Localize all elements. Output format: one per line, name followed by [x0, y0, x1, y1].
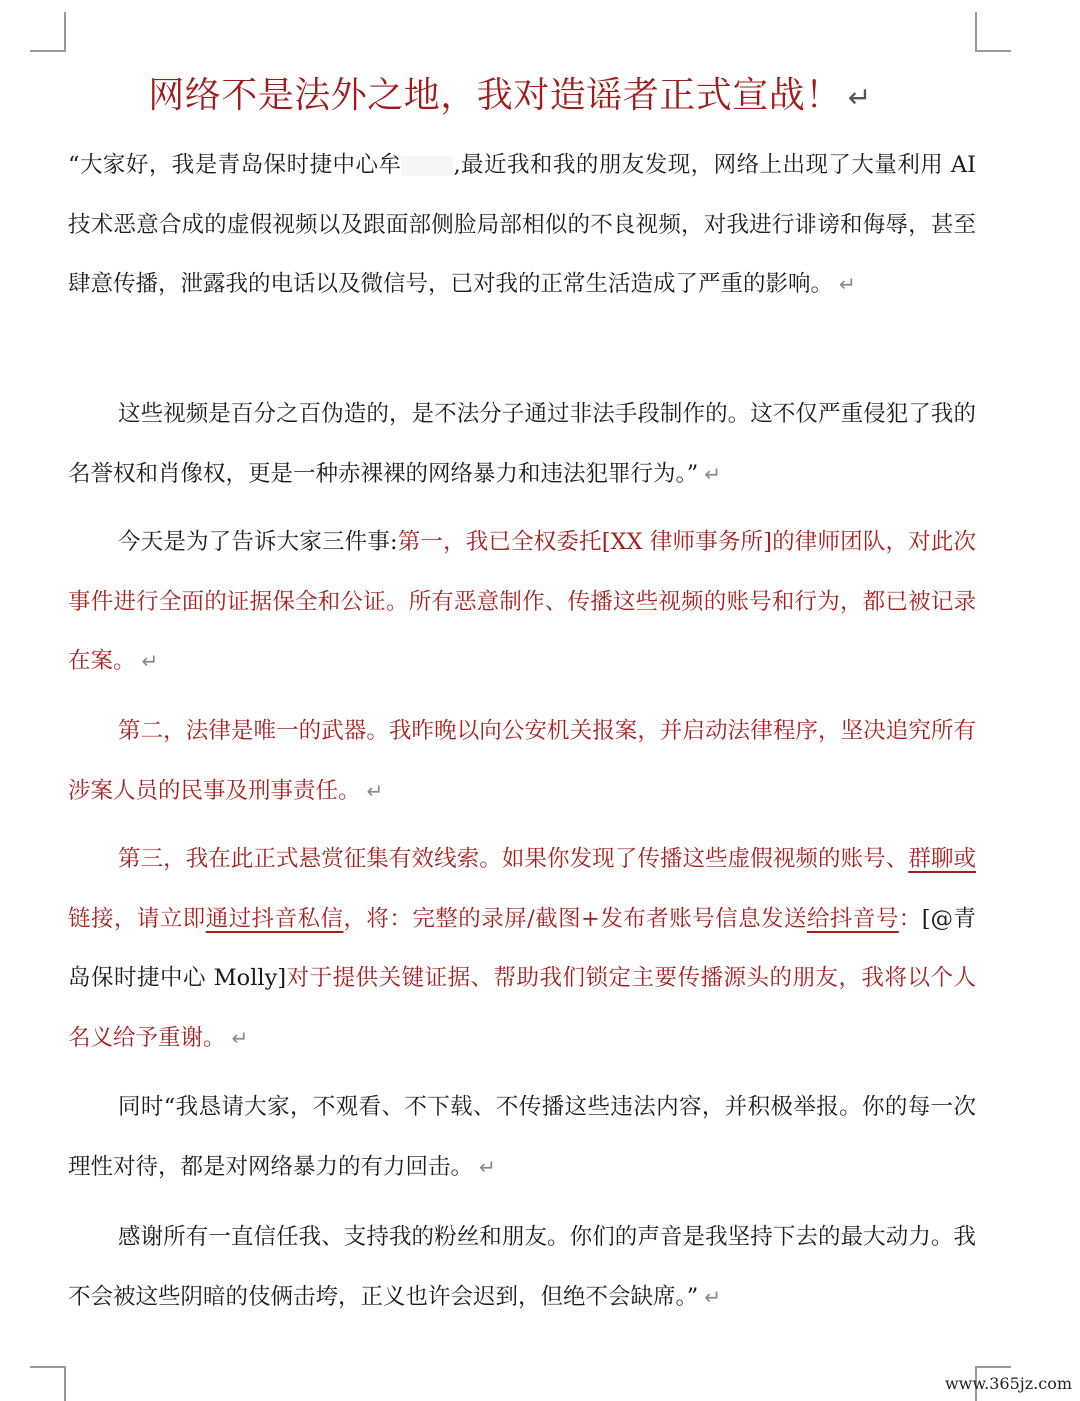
paragraph-mark: ↵: [231, 1025, 249, 1050]
paragraph-5: 第三，我在此正式悬赏征集有效线索。如果你发现了传播这些虚假视频的账号、群聊或链接，请立即通过抖音私信，将：完整的录屏/截图+发布者账号信息发送给抖音号：[@青岛保时捷中心 Molly]对于提供关键证据、帮助我们锁定主要传播源头的朋友，我将以个人名义给予重谢。 ↵: [68, 846, 976, 1051]
paragraph-7: 感谢所有一直信任我、支持我的粉丝和朋友。你们的声音是我坚持下去的最大动力。我不会被这些阴暗的伎俩击垮，正义也许会迟到，但绝不会缺席。” ↵: [68, 1224, 976, 1310]
redacted-name: [401, 156, 453, 176]
page-corner-bottom-left: [30, 1366, 66, 1401]
paragraph-4: 第二，法律是唯一的武器。我昨晚以向公安机关报案，并启动法律程序，坚决追究所有涉案人员的民事及刑事责任。 ↵: [68, 718, 976, 804]
paragraph-mark: ↵: [479, 1154, 496, 1179]
document-title: 网络不是法外之地，我对造谣者正式宣战！ ↵: [148, 75, 872, 116]
paragraph-mark: ↵: [704, 1284, 722, 1309]
paragraph-mark: ↵: [847, 81, 872, 114]
paragraph-6: 同时“我恳请大家，不观看、不下载、不传播这些违法内容，并积极举报。你的每一次理性对待，都是对网络暴力的有力回击。 ↵: [68, 1094, 976, 1180]
paragraph-1: “大家好，我是青岛保时捷中心牟 ,最近我和我的朋友发现，网络上出现了大量利用 AI 技术恶意合成的虚假视频以及跟面部侧脸局部相似的不良视频，对我进行诽谤和侮辱，甚至肆意传播，泄露我的电话以及微信号，已对我的正常生活造成了严重的影响。 ↵: [68, 152, 976, 297]
paragraph-mark: ↵: [704, 461, 722, 486]
paragraph-mark: ↵: [141, 649, 159, 673]
paragraph-mark: ↵: [839, 272, 856, 296]
paragraph-mark: ↵: [366, 778, 384, 803]
page-corner-top-left: [30, 12, 66, 52]
paragraph-2: 这些视频是百分之百伪造的，是不法分子通过非法手段制作的。这不仅严重侵犯了我的名誉权和肖像权，更是一种赤裸裸的网络暴力和违法犯罪行为。” ↵: [68, 401, 976, 487]
page-corner-top-right: [975, 12, 1011, 52]
paragraph-3: 今天是为了告诉大家三件事:第一，我已全权委托[XX 律师事务所]的律师团队，对此次事件进行全面的证据保全和公证。所有恶意制作、传播这些视频的账号和行为，都已被记录在案。 ↵: [68, 529, 976, 674]
watermark: www.365jz.com: [944, 1374, 1072, 1393]
